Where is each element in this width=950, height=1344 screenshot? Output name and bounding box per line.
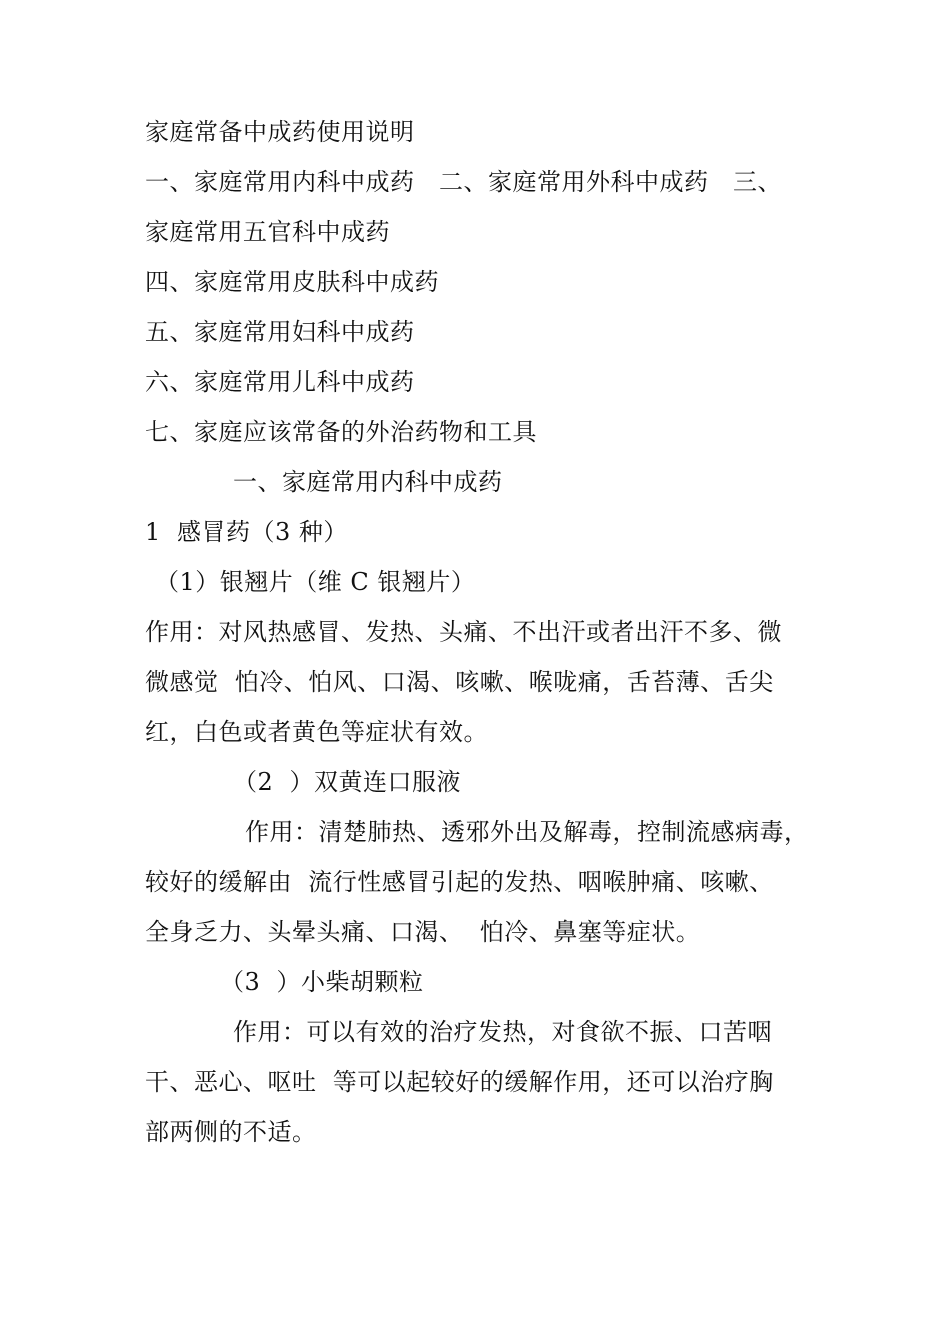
toc-line: 七、家庭应该常备的外治药物和工具	[145, 418, 537, 446]
drug-description-line: 作用：对风热感冒、发热、头痛、不出汗或者出汗不多、微	[145, 618, 782, 646]
toc-line: 一、家庭常用内科中成药 二、家庭常用外科中成药 三、	[145, 168, 782, 196]
toc-line: 四、家庭常用皮肤科中成药	[145, 268, 439, 296]
drug-description-line: 作用：可以有效的治疗发热，对食欲不振、口苦咽	[233, 1018, 772, 1046]
toc-line: 六、家庭常用儿科中成药	[145, 368, 415, 396]
toc-line: 家庭常用五官科中成药	[145, 218, 390, 246]
drug-name: （3 ）小柴胡颗粒	[220, 968, 424, 996]
document-title: 家庭常备中成药使用说明	[145, 118, 415, 146]
toc-line: 五、家庭常用妇科中成药	[145, 318, 415, 346]
drug-description-line: 干、恶心、呕吐 等可以起较好的缓解作用，还可以治疗胸	[145, 1068, 774, 1096]
drug-description-line: 较好的缓解由 流行性感冒引起的发热、咽喉肿痛、咳嗽、	[145, 868, 774, 896]
drug-name: （1）银翘片（维 C 银翘片）	[155, 568, 476, 596]
drug-name: （2 ）双黄连口服液	[233, 768, 462, 796]
drug-description-line: 微感觉 怕冷、怕风、口渴、咳嗽、喉咙痛，舌苔薄、舌尖	[145, 668, 774, 696]
drug-description-line: 全身乏力、头晕头痛、口渴、 怕冷、鼻塞等症状。	[145, 918, 701, 946]
drug-description-line: 红，白色或者黄色等症状有效。	[145, 718, 488, 746]
drug-description-line: 部两侧的不适。	[145, 1118, 317, 1146]
drug-description-line: 作用：清楚肺热、透邪外出及解毒，控制流感病毒，	[245, 818, 809, 846]
subsection-heading: 1 感冒药（3 种）	[145, 518, 348, 546]
section-heading: 一、家庭常用内科中成药	[233, 468, 503, 496]
